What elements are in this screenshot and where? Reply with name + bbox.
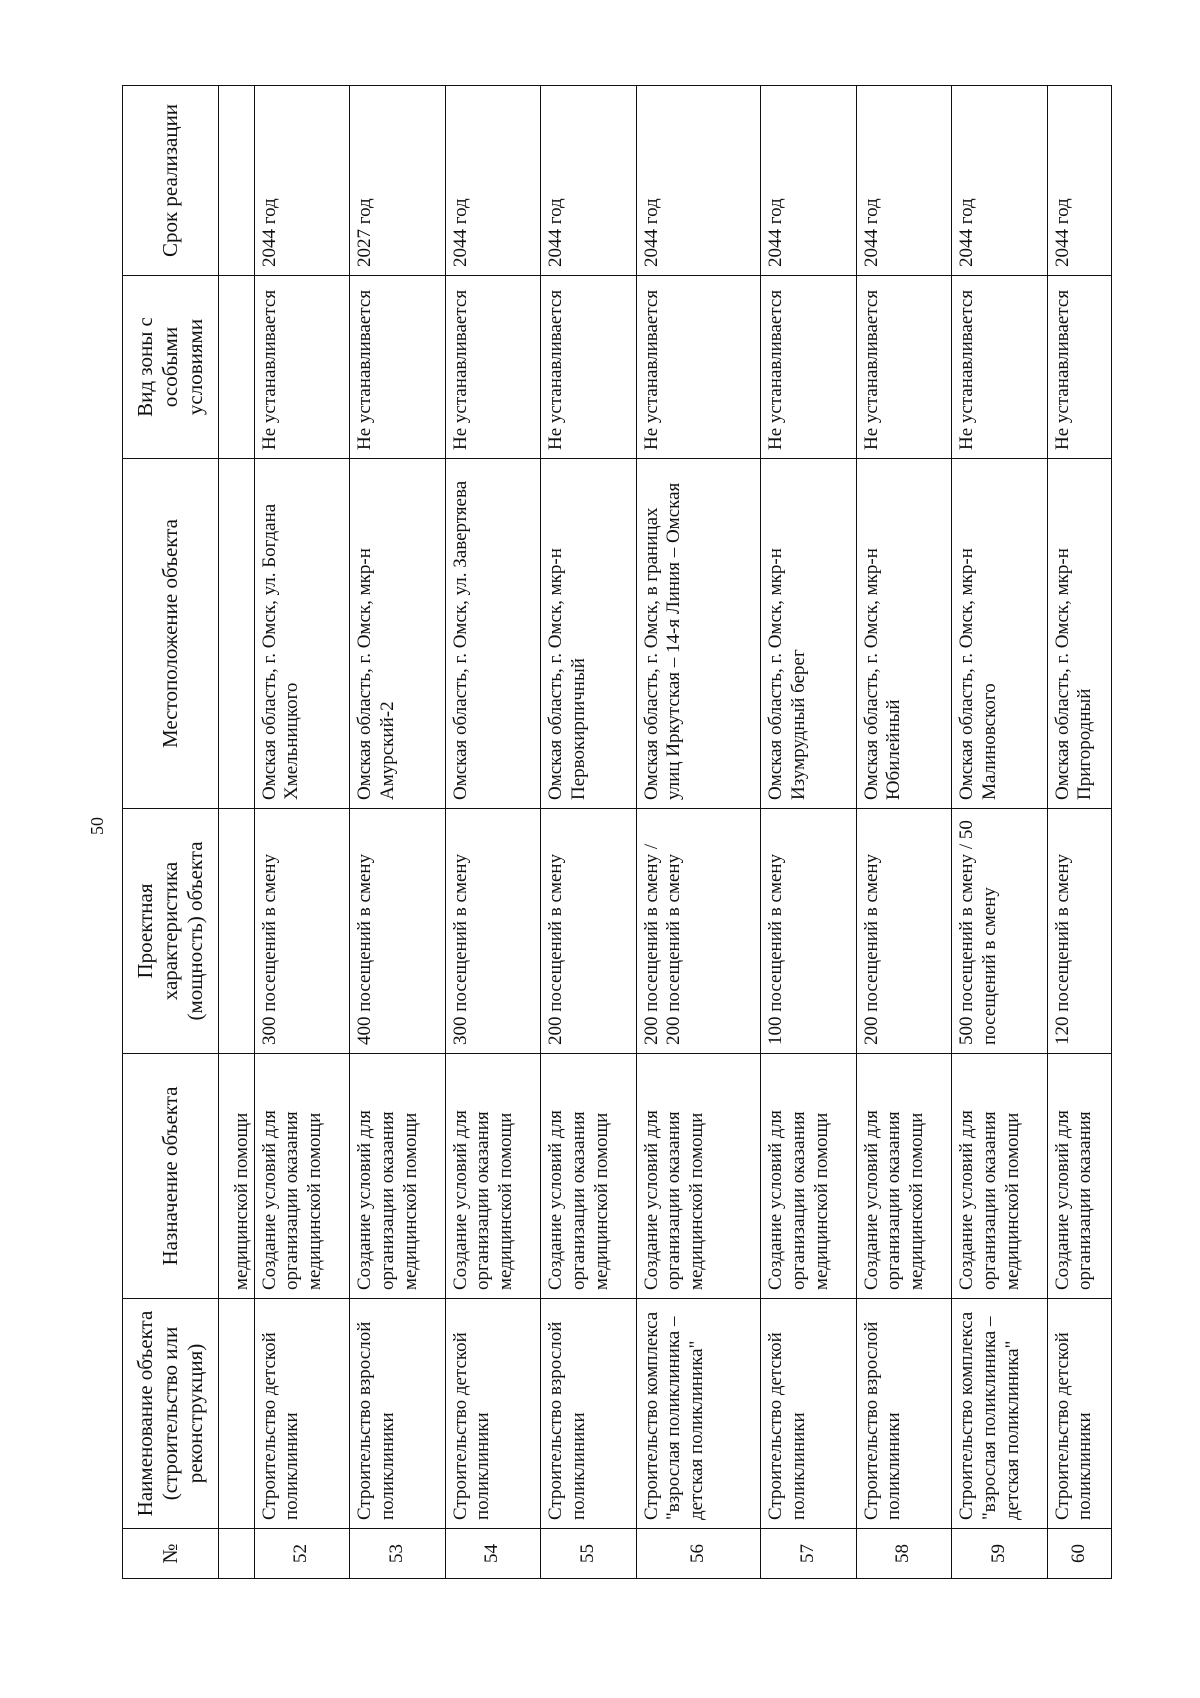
table-row (1047, 86, 1111, 1579)
row-num: 52 (254, 1529, 350, 1579)
row-capacity: 400 посещений в смену (350, 809, 446, 1054)
row-location: Омская область, г. Омск, мкр-н Изумрудный берег (760, 459, 856, 809)
row-location: Омская область, г. Омск, в границах улиц Иркутская – 14-я Линия – Омская (636, 459, 760, 809)
row-num: 57 (760, 1529, 856, 1579)
row-zone: Не устанавливается (541, 276, 637, 459)
row-location: Омская область, г. Омск, мкр-н Малиновского (952, 459, 1048, 809)
row-capacity: 200 посещений в смену (856, 809, 952, 1054)
row-term: 2044 год (856, 86, 952, 276)
row-capacity: 500 посещений в смену / 50 посещений в смену (952, 809, 1048, 1054)
continuation-location (219, 459, 255, 809)
header-location: Местоположение объекта (123, 459, 219, 809)
continuation-term (219, 86, 255, 276)
continuation-row (219, 86, 255, 1579)
row-capacity: 300 посещений в смену (445, 809, 541, 1054)
table-header-row (123, 86, 219, 1579)
row-capacity: 100 посещений в смену (760, 809, 856, 1054)
header-num: № (123, 1529, 219, 1579)
table-row (254, 86, 350, 1579)
table-row (760, 86, 856, 1579)
row-num: 58 (856, 1529, 952, 1579)
row-term: 2044 год (952, 86, 1048, 276)
row-zone: Не устанавливается (445, 276, 541, 459)
row-purpose: Создание условий для организации оказания медицинской помощи (952, 1054, 1048, 1299)
row-purpose: Создание условий для организации оказания медицинской помощи (636, 1054, 760, 1299)
row-term: 2044 год (1047, 86, 1111, 276)
header-zone: Вид зоны с особыми условиями (123, 276, 219, 459)
row-term: 2044 год (760, 86, 856, 276)
header-term: Срок реализации (123, 86, 219, 276)
row-location: Омская область, г. Омск, ул. Богдана Хмельницкого (254, 459, 350, 809)
row-zone: Не устанавливается (760, 276, 856, 459)
row-location: Омская область, г. Омск, мкр-н Юбилейный (856, 459, 952, 809)
row-location: Омская область, г. Омск, мкр-н Амурский-2 (350, 459, 446, 809)
row-num: 54 (445, 1529, 541, 1579)
table-row (856, 86, 952, 1579)
row-zone: Не устанавливается (1047, 276, 1111, 459)
continuation-name (219, 1299, 255, 1529)
row-purpose: Создание условий для организации оказания медицинской помощи (760, 1054, 856, 1299)
row-location: Омская область, г. Омск, мкр-н Пригородный (1047, 459, 1111, 809)
row-location: Омская область, г. Омск, мкр-н Первокирпичный (541, 459, 637, 809)
row-term: 2044 год (541, 86, 637, 276)
table-row (445, 86, 541, 1579)
row-purpose: Создание условий для организации оказания медицинской помощи (350, 1054, 446, 1299)
table-row (636, 86, 760, 1579)
row-name: Строительство взрослой поликлиники (350, 1299, 446, 1529)
row-capacity: 120 посещений в смену (1047, 809, 1111, 1054)
row-name: Строительство взрослой поликлиники (856, 1299, 952, 1529)
row-name: Строительство детской поликлиники (445, 1299, 541, 1529)
row-purpose: Создание условий для организации оказания медицинской помощи (445, 1054, 541, 1299)
row-zone: Не устанавливается (254, 276, 350, 459)
header-purpose: Назначение объекта (123, 1054, 219, 1299)
row-name: Строительство детской поликлиники (1047, 1299, 1111, 1529)
row-zone: Не устанавливается (350, 276, 446, 459)
row-name: Строительство детской поликлиники (760, 1299, 856, 1529)
page-number: 50 (87, 817, 107, 835)
row-num: 59 (952, 1529, 1048, 1579)
header-capacity: Проектная характеристика (мощность) объекта (123, 809, 219, 1054)
row-name: Строительство взрослой поликлиники (541, 1299, 637, 1529)
rotated-table-container (122, 86, 1112, 1579)
row-num: 55 (541, 1529, 637, 1579)
row-num: 60 (1047, 1529, 1111, 1579)
row-purpose: Создание условий для организации оказания (1047, 1054, 1111, 1299)
objects-table (122, 85, 1112, 1579)
row-capacity: 200 посещений в смену / 200 посещений в смену (636, 809, 760, 1054)
header-name: Наименование объекта (строительство или реконструкция) (123, 1299, 219, 1529)
row-zone: Не устанавливается (856, 276, 952, 459)
row-term: 2044 год (636, 86, 760, 276)
continuation-capacity (219, 809, 255, 1054)
row-name: Строительство комплекса "взрослая поликлиника – детская поликлиника" (636, 1299, 760, 1529)
row-purpose: Создание условий для организации оказания медицинской помощи (254, 1054, 350, 1299)
table-row (541, 86, 637, 1579)
row-name: Строительство комплекса "взрослая поликлиника – детская поликлиника" (952, 1299, 1048, 1529)
row-num: 56 (636, 1529, 760, 1579)
row-zone: Не устанавливается (636, 276, 760, 459)
row-capacity: 300 посещений в смену (254, 809, 350, 1054)
row-term: 2044 год (445, 86, 541, 276)
continuation-purpose: медицинской помощи (219, 1054, 255, 1299)
row-location: Омская область, г. Омск, ул. Завертяева (445, 459, 541, 809)
row-term: 2044 год (254, 86, 350, 276)
row-term: 2027 год (350, 86, 446, 276)
row-zone: Не устанавливается (952, 276, 1048, 459)
row-name: Строительство детской поликлиники (254, 1299, 350, 1529)
table-row (952, 86, 1048, 1579)
table-row (350, 86, 446, 1579)
continuation-zone (219, 276, 255, 459)
row-num: 53 (350, 1529, 446, 1579)
row-purpose: Создание условий для организации оказания медицинской помощи (541, 1054, 637, 1299)
continuation-num (219, 1529, 255, 1579)
row-purpose: Создание условий для организации оказания медицинской помощи (856, 1054, 952, 1299)
row-capacity: 200 посещений в смену (541, 809, 637, 1054)
